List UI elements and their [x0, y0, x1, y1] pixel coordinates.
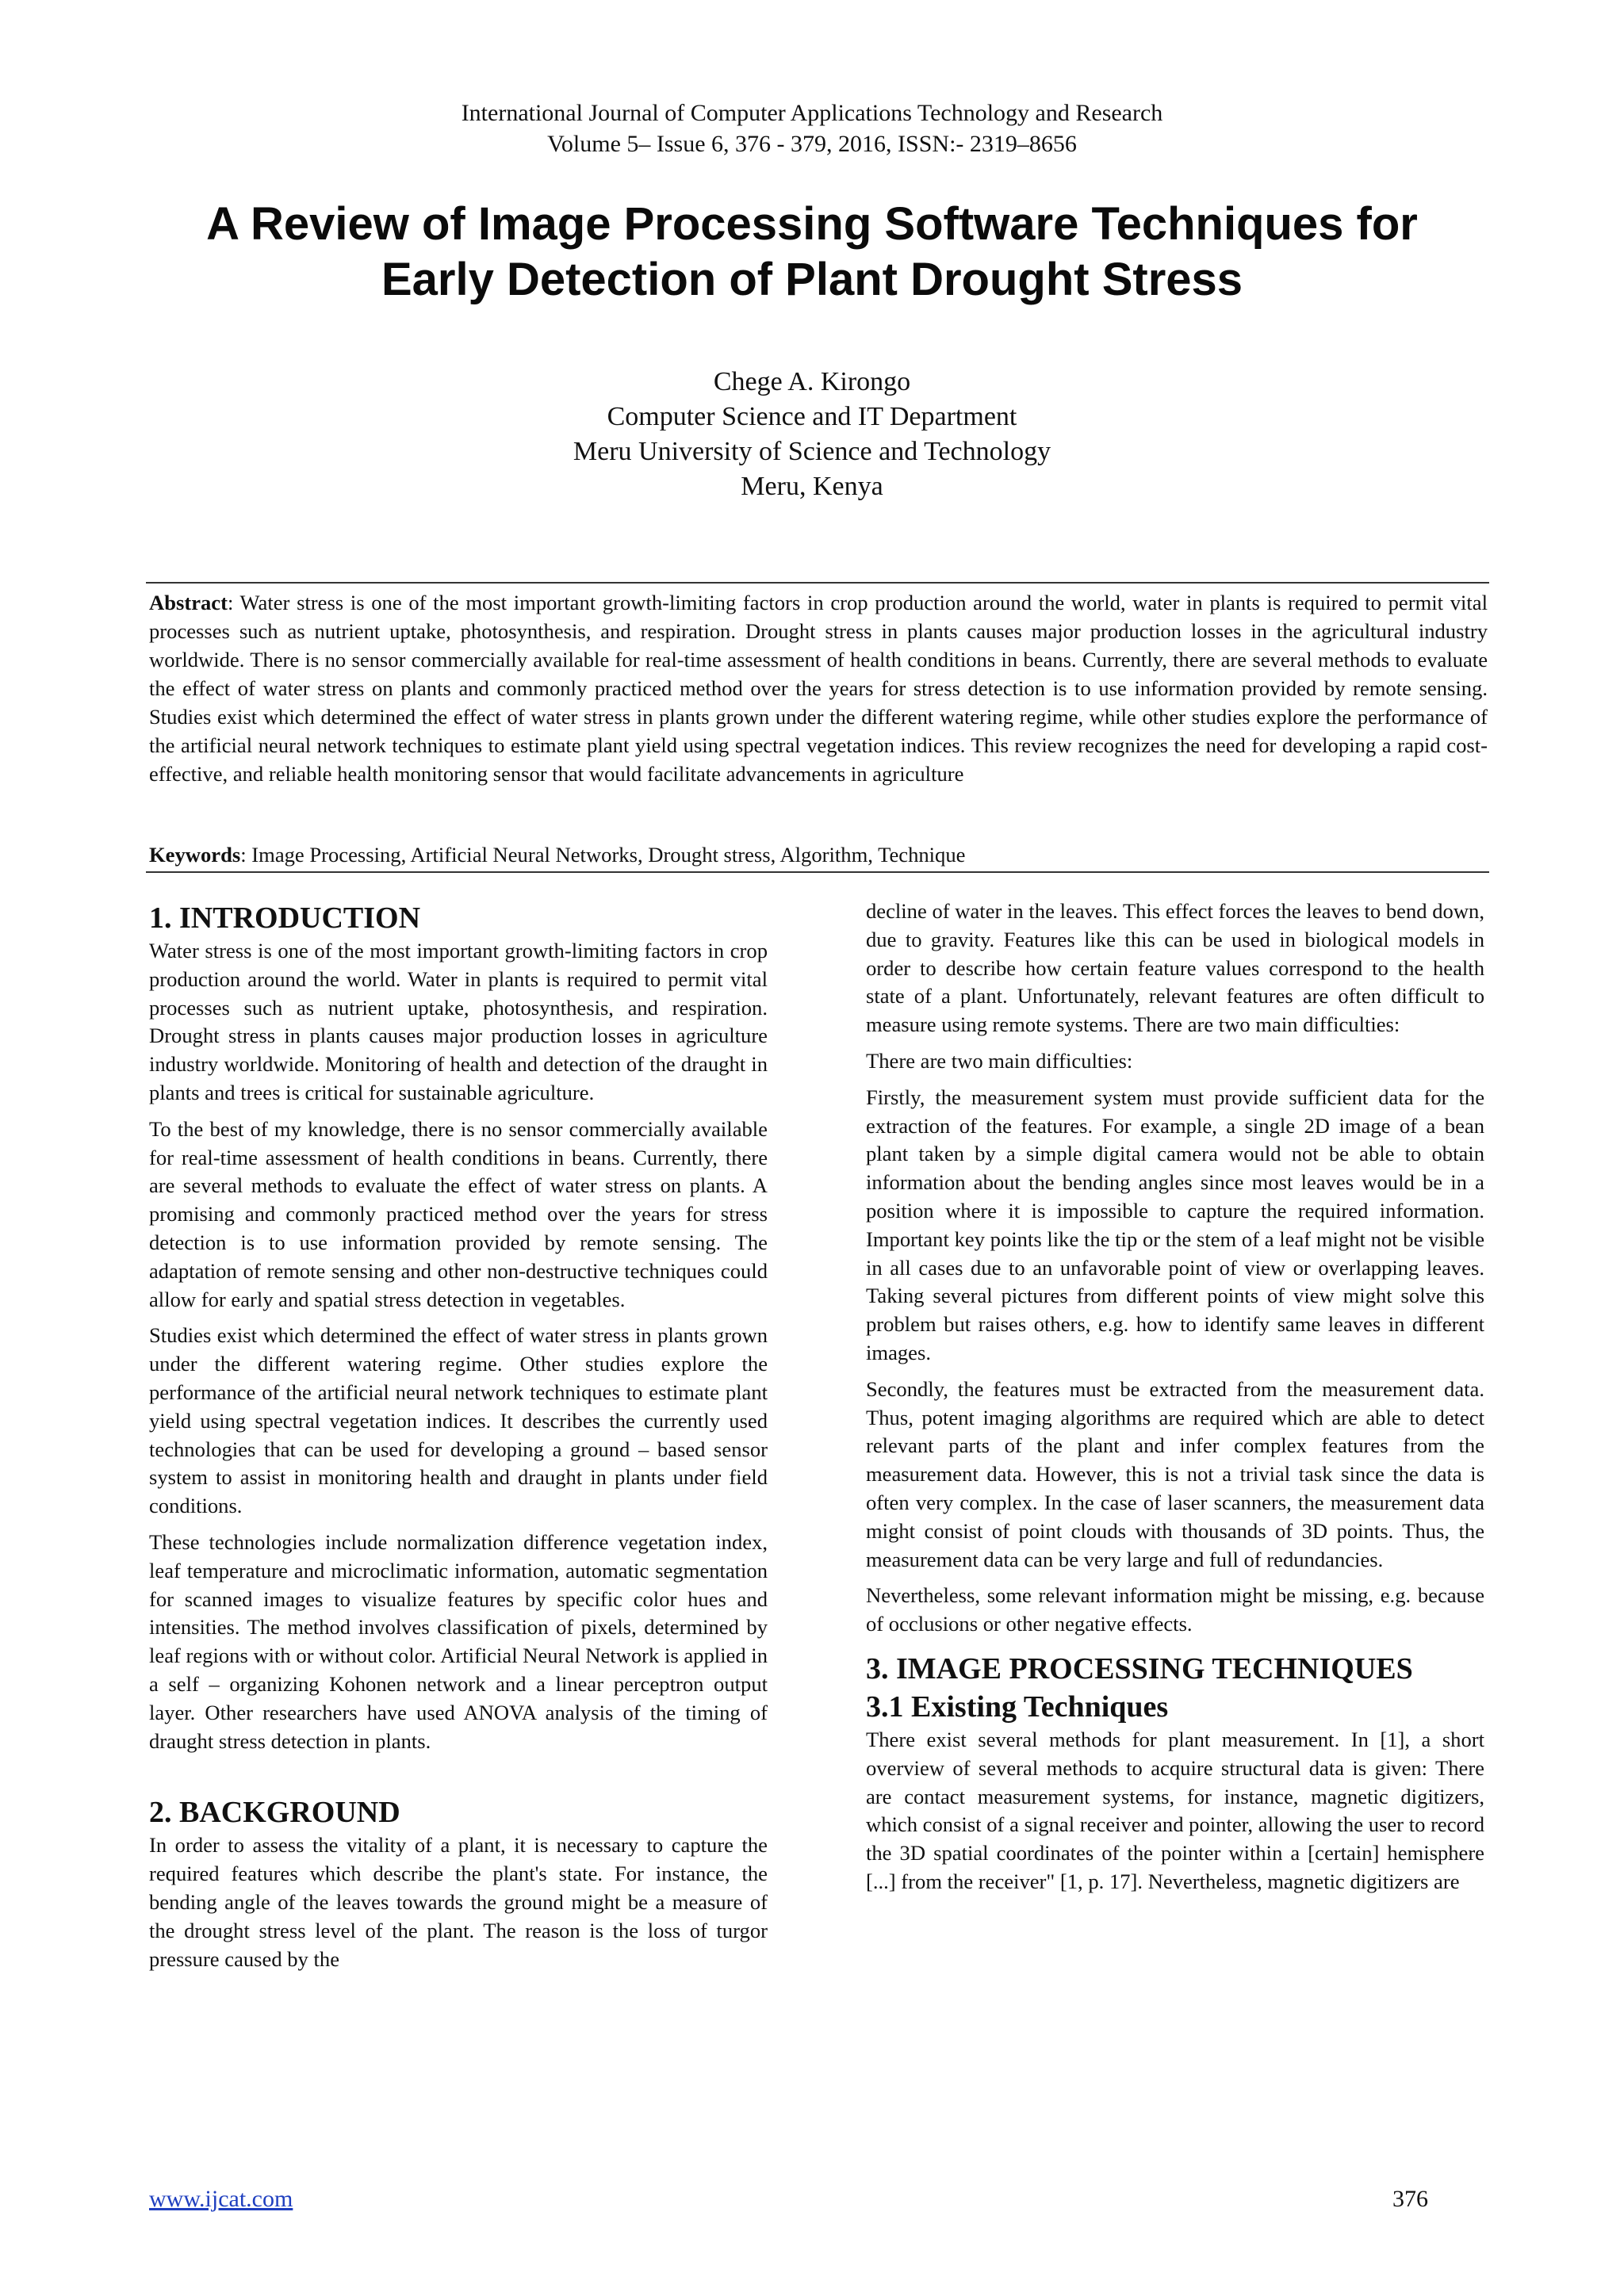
author-university: Meru University of Science and Technology: [573, 437, 1051, 466]
background-paragraph-secondly: Secondly, the features must be extracted from the measurement data. Thus, potent imaging algorithms are required which are able to detect relevant parts of the plant and infer complex features from the measurement data. However, this is not a trivial task since the data is often very complex. In the case of laser scanners, the measurement data might consist of point clouds with thousands of 3D points. Thus, the measurement data can be very large and full of redundancies.: [866, 1376, 1484, 1571]
paper-title: [103, 197, 1521, 308]
abstract-text: : Water stress is one of the most important growth-limiting factors in crop production around the world, water in plants is required to permit vital processes such as nutrient uptake, photosynthesis, and respiration. Drought stress in plants causes major production losses in the agricultural industry worldwide. There is no sensor commercially available for real-time assessment of health conditions in beans. Currently, there are several methods to evaluate the effect of water stress on plants and commonly practiced method over the years for stress detection is to use information provided by remote sensing. Studies exist which determined the effect of water stress in plants grown under the different watering regime, while other studies explore the performance of the artificial neural network techniques to estimate plant yield using spectral vegetation indices. This review recognizes the need for developing a rapid cost-effective, and reliable health monitoring sensor that would facilitate advancements in agriculture: [149, 591, 1488, 786]
section-heading-introduction: 1. INTRODUCTION: [149, 901, 421, 935]
journal-volume-info: Volume 5– Issue 6, 376 - 379, 2016, ISSN:- 2319–8656: [547, 131, 1077, 157]
keywords: [149, 840, 1488, 869]
intro-paragraph-3: Studies exist which determined the effect of water stress in plants grown under the different watering regime. Other studies explore the performance of the artificial neural network techniques to estimate plant yield using spectral vegetation indices. It describes the currently used technologies that can be used for developing a ground – based sensor system to assist in monitoring health and draught in plants under field conditions.: [149, 1323, 768, 1518]
intro-paragraph-1: Water stress is one of the most important growth-limiting factors in crop production around the world. Water in plants is required to permit vital processes such as nutrient uptake, photosynthesis, and respiration. Drought stress in plants causes major production losses in agriculture industry worldwide. Monitoring of health and detection of the draught in plants and trees is critical for sustainable agriculture.: [149, 939, 768, 1104]
author-department: Computer Science and IT Department: [607, 402, 1017, 431]
background-paragraph-firstly: Firstly, the measurement system must provide sufficient data for the extraction of the features. For example, a single 2D image of a bean plant taken by a simple digital camera would not be able to obtain information about the bending angles since most leaves would be in a position where it is impossible to capture the required information. Important key points like the tip or the stem of a leaf might not be visible in all cases due to an unfavorable point of view or overlapping leaves. Taking several pictures from different points of view might solve this problem but raises others, e.g. how to identify same leaves in different images.: [866, 1085, 1484, 1364]
journal-website-link[interactable]: www.ijcat.com: [149, 2186, 293, 2212]
intro-paragraph-2: To the best of my knowledge, there is no sensor commercially available for real-time assessment of health conditions in beans. Currently, there are several methods to evaluate the effect of water stress on plants. A promising and commonly practiced method over the years for stress detection is to use information provided by remote sensing. The adaptation of remote sensing and other non-destructive techniques could allow for early and spatial stress detection in vegetables.: [149, 1116, 768, 1311]
author-location: Meru, Kenya: [741, 472, 883, 501]
journal-name: International Journal of Computer Applications Technology and Research: [461, 100, 1163, 126]
keywords-bottom-rule: [146, 871, 1489, 873]
keywords-text: : Image Processing, Artificial Neural Networks, Drought stress, Algorithm, Technique: [240, 843, 966, 867]
abstract-label: Abstract: [149, 591, 228, 614]
author-name: Chege A. Kirongo: [713, 367, 911, 396]
section-heading-background: 2. BACKGROUND: [149, 1796, 400, 1830]
left-column: [149, 899, 768, 1981]
page-number: 376: [1392, 2186, 1428, 2212]
intro-paragraph-4: These technologies include normalization difference vegetation index, leaf temperature and microclimatic information, automatic segmentation for scanned images to visualize features by specific color hues and intensities. The method involves classification of pixels, determined by leaf regions with or without color. Artificial Neural Network is applied in a self – organizing Kohonen network and a linear perceptron output layer. Other researchers have used ANOVA analysis of the timing of draught stress detection in plants.: [149, 1529, 768, 1753]
background-paragraph-continued: decline of water in the leaves. This effect forces the leaves to bend down, due to gravity. Features like this can be used in biological models in order to describe how certain feature values correspond to the health state of a plant. Unfortunately, relevant features are often difficult to measure using remote systems. There are two main difficulties:: [866, 899, 1484, 1037]
right-column: [866, 897, 1484, 1904]
section-heading-image-processing: 3. IMAGE PROCESSING TECHNIQUES: [866, 1651, 1413, 1686]
section-spacer: [149, 1763, 768, 1793]
paper-title-line2: Early Detection of Plant Drought Stress: [381, 254, 1243, 305]
abstract-top-rule: [146, 582, 1489, 584]
existing-techniques-paragraph-1: There exist several methods for plant measurement. In [1], a short overview of several methods to acquire structural data is given: There are contact measurement systems, for instance, magnetic digitizers, which consist of a signal receiver and pointer, allowing the user to record the 3D spatial coordinates of the pointer within a [certain] hemisphere [...] from the receiver" [1, p. 17]. Nevertheless, magnetic digitizers are: [866, 1727, 1484, 1893]
background-paragraph-difficulties: There are two main difficulties:: [866, 1048, 1133, 1073]
background-paragraph-nevertheless: Nevertheless, some relevant information might be missing, e.g. because of occlusions or other negative effects.: [866, 1583, 1484, 1636]
author-block: [0, 365, 1624, 504]
subsection-heading-existing-techniques: 3.1 Existing Techniques: [866, 1689, 1169, 1724]
paper-title-line1: A Review of Image Processing Software Techniques for: [206, 198, 1418, 250]
abstract: [149, 588, 1488, 788]
keywords-label: Keywords: [149, 843, 241, 867]
background-paragraph-1: In order to assess the vitality of a plant, it is necessary to capture the required features which describe the plant's state. For instance, the bending angle of the leaves towards the ground might be a measure of the drought stress level of the plant. The reason is the loss of turgor pressure caused by the: [149, 1833, 768, 1971]
